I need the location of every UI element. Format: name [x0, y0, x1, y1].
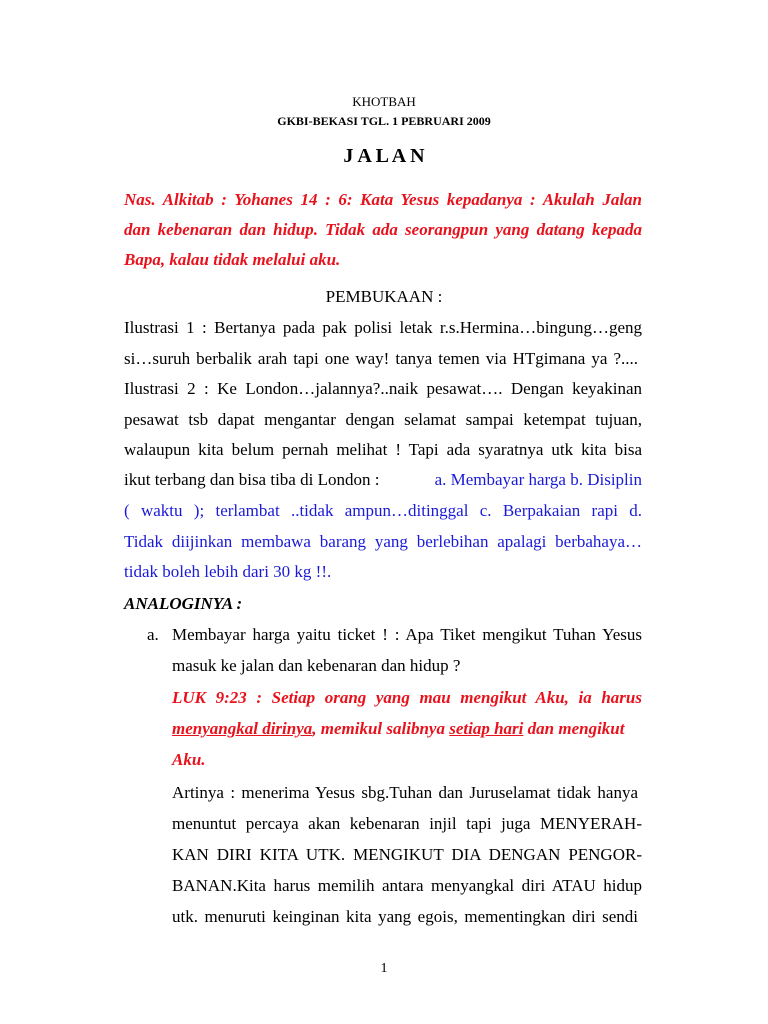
- luk-underline-menyangkal: menyangkal dirinya: [172, 719, 313, 738]
- artinya-line-1: Artinya : menerima Yesus sbg.Tuhan dan Juruselamat tidak hanya: [172, 783, 638, 802]
- pembukaan-line-4: pesawat tsb dapat mengantar dengan selamat sampai ketempat tujuan,: [124, 410, 642, 429]
- pembukaan-line-1: Ilustrasi 1 : Bertanya pada pak polisi letak r.s.Hermina…bingung…geng: [124, 318, 642, 337]
- pembukaan-line-2: si…suruh berbalik arah tapi one way! tanya temen via HTgimana ya ?....: [124, 349, 638, 368]
- pembukaan-line-9: tidak boleh lebih dari 30 kg !!.: [124, 562, 332, 581]
- analogi-a-line-2: masuk ke jalan dan kebenaran dan hidup ?: [172, 656, 461, 675]
- luk-verse-line-1: LUK 9:23 : Setiap orang yang mau mengikut Aku, ia harus: [172, 688, 642, 707]
- pembukaan-line-6: [124, 470, 642, 490]
- luk-underline-setiap-hari: setiap hari: [449, 719, 524, 738]
- artinya-line-4: BANAN.Kita harus memilih antara menyangkal diri ATAU hidup: [172, 876, 642, 895]
- luk-verse-line-2: [172, 719, 624, 739]
- artinya-line-3: KAN DIRI KITA UTK. MENGIKUT DIA DENGAN PENGOR-: [172, 845, 642, 864]
- sermon-heading: J A L A N: [343, 145, 425, 167]
- analogi-heading: ANALOGINYA :: [124, 594, 243, 613]
- pembukaan-line-7: ( waktu ); terlambat ..tidak ampun…ditinggal c. Berpakaian rapi d.: [124, 501, 642, 520]
- luk-verse-mid: , memikul salibnya: [312, 719, 450, 738]
- document-title: KHOTBAH: [352, 94, 416, 109]
- pembukaan-line-8: Tidak diijinkan membawa barang yang berlebihan apalagi berbahaya…: [124, 532, 642, 551]
- nas-line-1: Nas. Alkitab : Yohanes 14 : 6: Kata Yesus kepadanya : Akulah Jalan: [124, 190, 642, 209]
- pembukaan-line-6-text: ikut terbang dan bisa tiba di London :: [124, 470, 380, 489]
- pembukaan-heading: PEMBUKAAN :: [325, 287, 443, 306]
- document-subtitle: GKBI-BEKASI TGL. 1 PEBRUARI 2009: [277, 114, 491, 128]
- luk-verse-line-3: Aku.: [172, 750, 206, 769]
- nas-line-3: Bapa, kalau tidak melalui aku.: [124, 250, 341, 269]
- nas-line-2: dan kebenaran dan hidup. Tidak ada seorangpun yang datang kepada: [124, 220, 642, 239]
- page-number: 1: [380, 961, 388, 976]
- artinya-line-5: utk. menuruti keinginan kita yang egois, mementingkan diri sendi: [172, 907, 638, 926]
- pembukaan-line-5: walaupun kita belum pernah melihat ! Tapi ada syaratnya utk kita bisa: [124, 440, 642, 459]
- artinya-line-2: menuntut percaya akan kebenaran injil tapi juga MENYERAH-: [172, 814, 642, 833]
- list-marker-a: a.: [147, 625, 159, 644]
- luk-verse-end: dan mengikut: [523, 719, 625, 738]
- pembukaan-line-3: Ilustrasi 2 : Ke London…jalannya?..naik pesawat…. Dengan keyakinan: [124, 379, 642, 398]
- analogi-a-line-1: Membayar harga yaitu ticket ! : Apa Tiket mengikut Tuhan Yesus: [172, 625, 642, 644]
- pembukaan-line-6-conditions: a. Membayar harga b. Disiplin: [434, 470, 642, 489]
